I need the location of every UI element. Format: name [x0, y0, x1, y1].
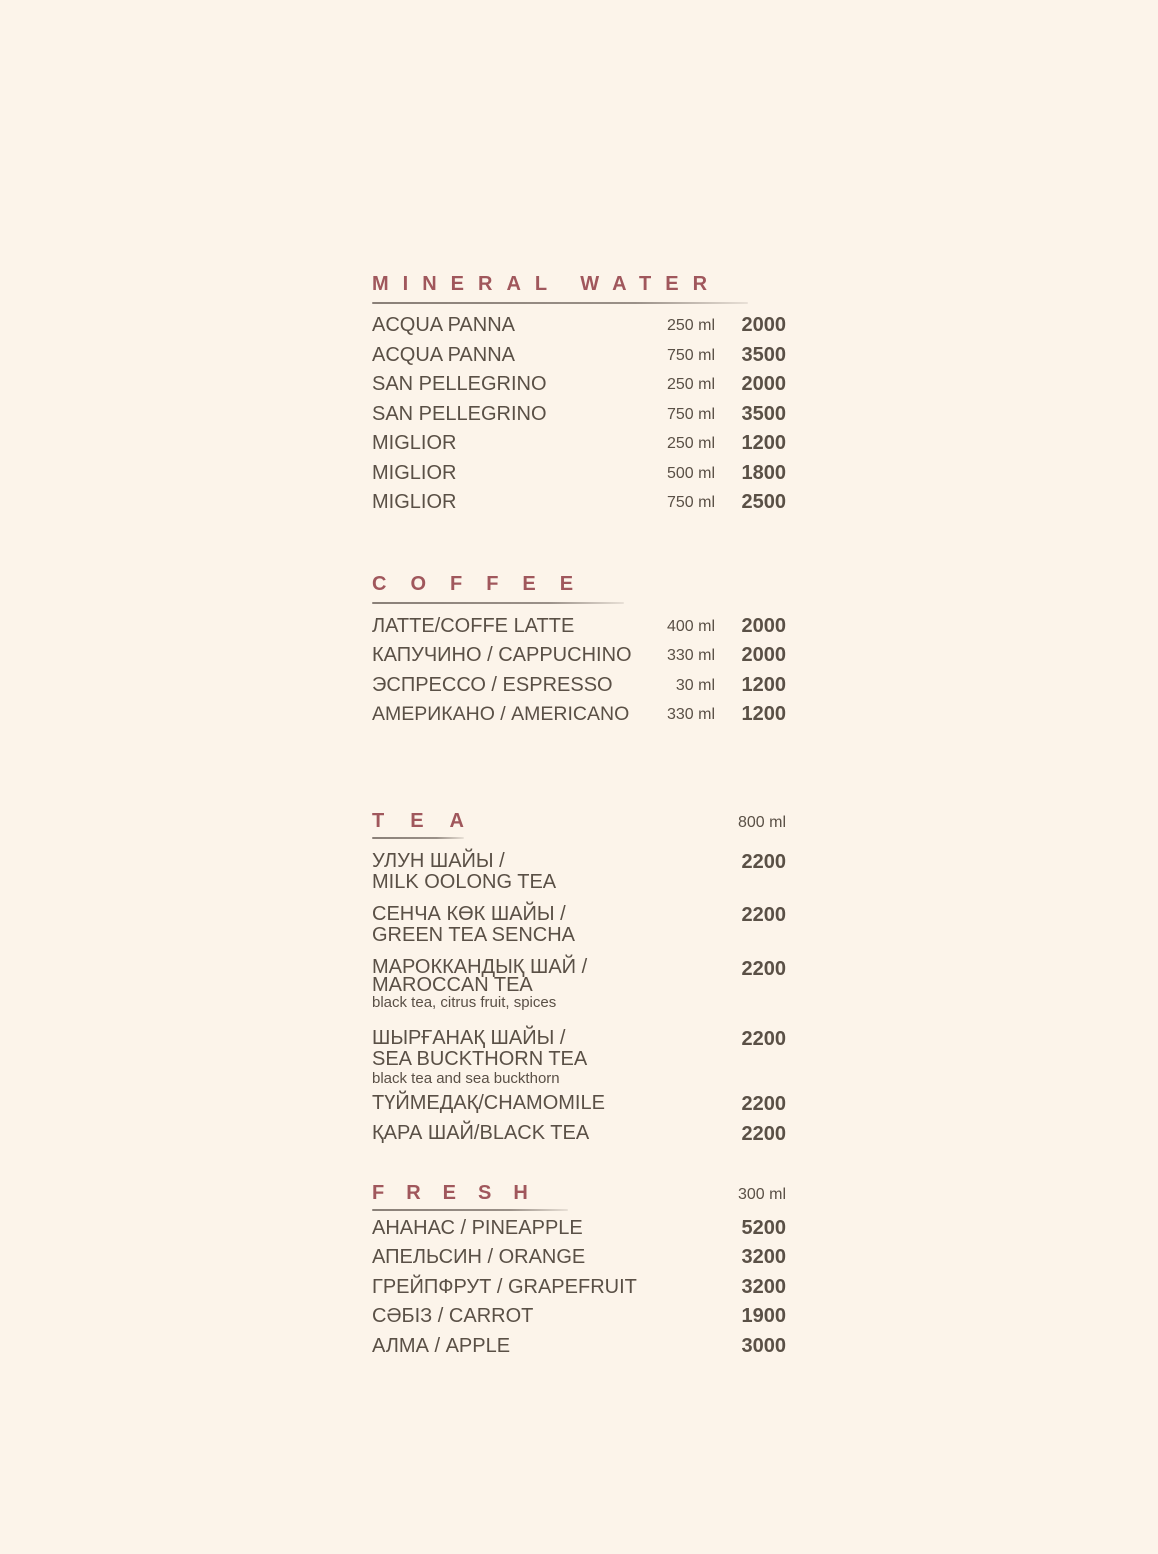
menu-row: [372, 1305, 786, 1329]
menu-row: [372, 1123, 786, 1144]
item-description: black tea, citrus fruit, spices: [372, 994, 557, 1011]
menu-row: [372, 462, 786, 486]
item-volume: 750 ml: [666, 494, 715, 511]
menu-row: [372, 344, 786, 368]
item-price: 2200: [741, 958, 786, 980]
item-volume: 30 ml: [675, 677, 715, 694]
item-name-english: MAROCCAN TEA: [372, 974, 533, 996]
section-title: TEA: [372, 810, 490, 832]
item-name: SAN PELLEGRINO: [372, 373, 547, 395]
item-price: 2500: [741, 491, 786, 513]
section-title: COFFEE: [372, 573, 598, 595]
section-underline: [372, 1209, 568, 1211]
menu-row: [372, 1028, 786, 1088]
item-volume: 250 ml: [666, 435, 715, 452]
menu-row: [372, 491, 786, 515]
item-price: 2000: [741, 615, 786, 637]
item-price: 1900: [741, 1305, 786, 1327]
item-price: 2200: [741, 1093, 786, 1115]
item-price: 2200: [741, 904, 786, 926]
item-name: ACQUA PANNA: [372, 344, 515, 366]
item-name: ТҮЙМЕДАҚ/CHAMOMILE: [372, 1092, 605, 1114]
menu-row: [372, 1276, 786, 1300]
item-price: 5200: [741, 1217, 786, 1239]
item-price: 2200: [741, 1123, 786, 1145]
item-description: black tea and sea buckthorn: [372, 1070, 560, 1087]
item-name: SAN PELLEGRINO: [372, 403, 547, 425]
section-underline: [372, 602, 624, 604]
item-volume: 330 ml: [666, 706, 715, 723]
item-price: 3200: [741, 1246, 786, 1268]
item-name: ЭСПРЕССО / ESPRESSO: [372, 674, 613, 696]
item-name: ЛАТТЕ/COFFE LATTE: [372, 615, 575, 637]
item-price: 2200: [741, 851, 786, 873]
item-name: ACQUA PANNA: [372, 314, 515, 336]
item-price: 1800: [741, 462, 786, 484]
item-name-local: ШЫРҒАНАҚ ШАЙЫ /: [372, 1027, 566, 1049]
item-volume: 750 ml: [666, 406, 715, 423]
menu-row: [372, 644, 786, 668]
item-price: 3000: [741, 1335, 786, 1357]
menu-row: [372, 703, 786, 727]
item-name: АЛМА / APPLE: [372, 1335, 511, 1357]
menu-row: [372, 615, 786, 639]
menu-row: [372, 904, 786, 946]
section-title: FRESH: [372, 1182, 550, 1204]
menu-row: [372, 1246, 786, 1270]
menu-row: [372, 432, 786, 456]
item-name: ГРЕЙПФРУТ / GRAPEFRUIT: [372, 1276, 637, 1298]
item-price: 2000: [741, 644, 786, 666]
section-underline: [372, 302, 748, 304]
item-volume: 400 ml: [666, 618, 715, 635]
menu-row: [372, 403, 786, 427]
item-name-english: SEA BUCKTHORN TEA: [372, 1048, 588, 1070]
menu-row: [372, 958, 786, 1012]
item-name-english: GREEN TEA SENCHA: [372, 924, 576, 946]
item-name: ҚАРА ШАЙ/BLACK TEA: [372, 1122, 590, 1144]
item-name: MIGLIOR: [372, 491, 457, 513]
item-price: 1200: [741, 703, 786, 725]
menu-row: [372, 1093, 786, 1114]
item-price: 2000: [741, 373, 786, 395]
item-name: КАПУЧИНО / CAPPUCHINO: [372, 644, 632, 666]
item-name: MIGLIOR: [372, 462, 457, 484]
section-underline: [372, 837, 464, 839]
item-price: 2200: [741, 1028, 786, 1050]
menu-row: [372, 1217, 786, 1241]
item-name: АПЕЛЬСИН / ORANGE: [372, 1246, 586, 1268]
menu-row: [372, 314, 786, 338]
menu-row: [372, 373, 786, 397]
item-price: 1200: [741, 674, 786, 696]
item-volume: 250 ml: [666, 376, 715, 393]
item-price: 3500: [741, 344, 786, 366]
item-price: 1200: [741, 432, 786, 454]
item-name: СӘБІЗ / CARROT: [372, 1305, 534, 1327]
item-volume: 750 ml: [666, 347, 715, 364]
item-name: MIGLIOR: [372, 432, 457, 454]
item-name: АНАНАС / PINEAPPLE: [372, 1217, 583, 1239]
item-name-local: УЛУН ШАЙЫ /: [372, 850, 505, 872]
item-name-english: MILK OOLONG TEA: [372, 871, 557, 893]
item-name-local: СЕНЧА КӨК ШАЙЫ /: [372, 903, 566, 925]
item-price: 3200: [741, 1276, 786, 1298]
section-volume: 800 ml: [737, 814, 786, 831]
item-price: 3500: [741, 403, 786, 425]
item-volume: 330 ml: [666, 647, 715, 664]
section-title: MINERAL WATER: [372, 273, 722, 295]
menu-row: [372, 674, 786, 698]
item-name-local: МАРОККАНДЫҚ ШАЙ /: [372, 956, 588, 978]
menu-row: [372, 1335, 786, 1359]
menu-row: [372, 851, 786, 893]
section-volume: 300 ml: [737, 1186, 786, 1203]
item-volume: 500 ml: [666, 465, 715, 482]
item-price: 2000: [741, 314, 786, 336]
item-volume: 250 ml: [666, 317, 715, 334]
item-name: АМЕРИКАНО / AMERICANO: [372, 703, 630, 725]
